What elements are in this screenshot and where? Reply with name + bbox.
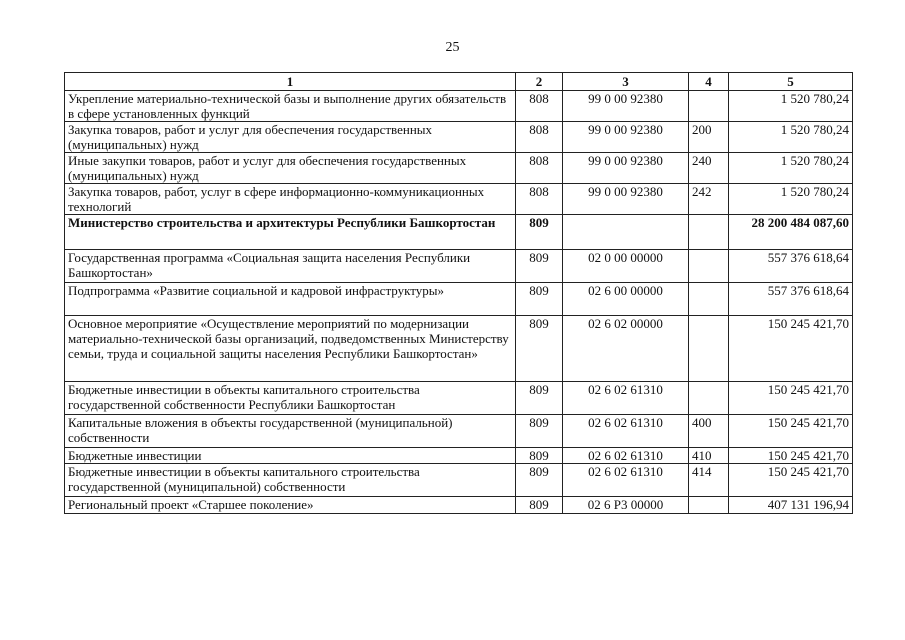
cell-expense-type <box>689 283 729 316</box>
table-body <box>65 91 853 514</box>
cell-ved-code: 809 <box>516 250 563 283</box>
cell-name: Бюджетные инвестиции в объекты капитального строительства государственной (муниципальной) собственности <box>65 464 516 497</box>
cell-ved-code: 809 <box>516 415 563 448</box>
cell-amount: 150 245 421,70 <box>729 448 853 464</box>
cell-target-article: 02 6 02 00000 <box>563 316 689 382</box>
cell-amount: 557 376 618,64 <box>729 283 853 316</box>
header-col-2: 2 <box>516 73 563 91</box>
cell-amount: 150 245 421,70 <box>729 464 853 497</box>
cell-target-article: 02 6 02 61310 <box>563 415 689 448</box>
table-row <box>65 415 853 448</box>
table-row <box>65 316 853 382</box>
cell-ved-code: 809 <box>516 464 563 497</box>
cell-name: Укрепление материально-технической базы и выполнение других обязательств в сфере установленных функций <box>65 91 516 122</box>
cell-expense-type <box>689 91 729 122</box>
cell-name: Бюджетные инвестиции в объекты капитального строительства государственной собственности Республики Башкортостан <box>65 382 516 415</box>
cell-ved-code: 808 <box>516 153 563 184</box>
cell-amount: 557 376 618,64 <box>729 250 853 283</box>
cell-amount: 1 520 780,24 <box>729 184 853 215</box>
cell-ved-code: 809 <box>516 382 563 415</box>
cell-name: Региональный проект «Старшее поколение» <box>65 497 516 514</box>
table-row <box>65 184 853 215</box>
cell-target-article: 02 6 02 61310 <box>563 382 689 415</box>
cell-expense-type: 242 <box>689 184 729 215</box>
cell-expense-type: 414 <box>689 464 729 497</box>
page-number: 25 <box>445 40 460 55</box>
header-col-4: 4 <box>689 73 729 91</box>
cell-ved-code: 809 <box>516 215 563 250</box>
budget-table <box>64 72 853 514</box>
cell-name: Бюджетные инвестиции <box>65 448 516 464</box>
cell-name: Основное мероприятие «Осуществление мероприятий по модернизации материально-технической базы организаций, подведомственных Министерству семьи, труда и социальной защиты населения Республики Башкортостан» <box>65 316 516 382</box>
cell-ved-code: 808 <box>516 122 563 153</box>
cell-expense-type: 200 <box>689 122 729 153</box>
cell-ved-code: 808 <box>516 184 563 215</box>
cell-expense-type <box>689 382 729 415</box>
header-col-3: 3 <box>563 73 689 91</box>
cell-target-article: 02 0 00 00000 <box>563 250 689 283</box>
header-col-5: 5 <box>729 73 853 91</box>
table-row <box>65 464 853 497</box>
cell-name: Подпрограмма «Развитие социальной и кадровой инфраструктуры» <box>65 283 516 316</box>
cell-target-article: 99 0 00 92380 <box>563 153 689 184</box>
cell-amount: 28 200 484 087,60 <box>729 215 853 250</box>
cell-expense-type <box>689 497 729 514</box>
cell-target-article: 99 0 00 92380 <box>563 184 689 215</box>
cell-expense-type: 410 <box>689 448 729 464</box>
cell-amount: 1 520 780,24 <box>729 153 853 184</box>
table-row <box>65 153 853 184</box>
header-col-1: 1 <box>65 73 516 91</box>
cell-name: Закупка товаров, работ и услуг для обеспечения государственных (муниципальных) нужд <box>65 122 516 153</box>
table-row <box>65 382 853 415</box>
cell-amount: 150 245 421,70 <box>729 382 853 415</box>
cell-amount: 1 520 780,24 <box>729 91 853 122</box>
cell-amount: 407 131 196,94 <box>729 497 853 514</box>
cell-name: Капитальные вложения в объекты государственной (муниципальной) собственности <box>65 415 516 448</box>
cell-target-article: 99 0 00 92380 <box>563 91 689 122</box>
table-header-row <box>65 73 853 91</box>
cell-ved-code: 809 <box>516 497 563 514</box>
cell-expense-type <box>689 316 729 382</box>
cell-expense-type <box>689 250 729 283</box>
cell-name: Закупка товаров, работ, услуг в сфере информационно-коммуникационных технологий <box>65 184 516 215</box>
cell-name: Иные закупки товаров, работ и услуг для обеспечения государственных (муниципальных) нужд <box>65 153 516 184</box>
table-row <box>65 122 853 153</box>
table-row <box>65 448 853 464</box>
cell-ved-code: 809 <box>516 316 563 382</box>
cell-name: Государственная программа «Социальная защита населения Республики Башкортостан» <box>65 250 516 283</box>
cell-target-article: 02 6 Р3 00000 <box>563 497 689 514</box>
table-row <box>65 283 853 316</box>
cell-ved-code: 808 <box>516 91 563 122</box>
cell-target-article: 99 0 00 92380 <box>563 122 689 153</box>
table-row <box>65 497 853 514</box>
table-row <box>65 215 853 250</box>
cell-amount: 1 520 780,24 <box>729 122 853 153</box>
cell-ved-code: 809 <box>516 283 563 316</box>
table-row <box>65 91 853 122</box>
cell-target-article: 02 6 00 00000 <box>563 283 689 316</box>
cell-target-article <box>563 215 689 250</box>
cell-target-article: 02 6 02 61310 <box>563 448 689 464</box>
cell-ved-code: 809 <box>516 448 563 464</box>
cell-expense-type: 240 <box>689 153 729 184</box>
cell-name: Министерство строительства и архитектуры Республики Башкортостан <box>65 215 516 250</box>
table-row <box>65 250 853 283</box>
cell-target-article: 02 6 02 61310 <box>563 464 689 497</box>
cell-expense-type: 400 <box>689 415 729 448</box>
cell-amount: 150 245 421,70 <box>729 415 853 448</box>
cell-expense-type <box>689 215 729 250</box>
cell-amount: 150 245 421,70 <box>729 316 853 382</box>
